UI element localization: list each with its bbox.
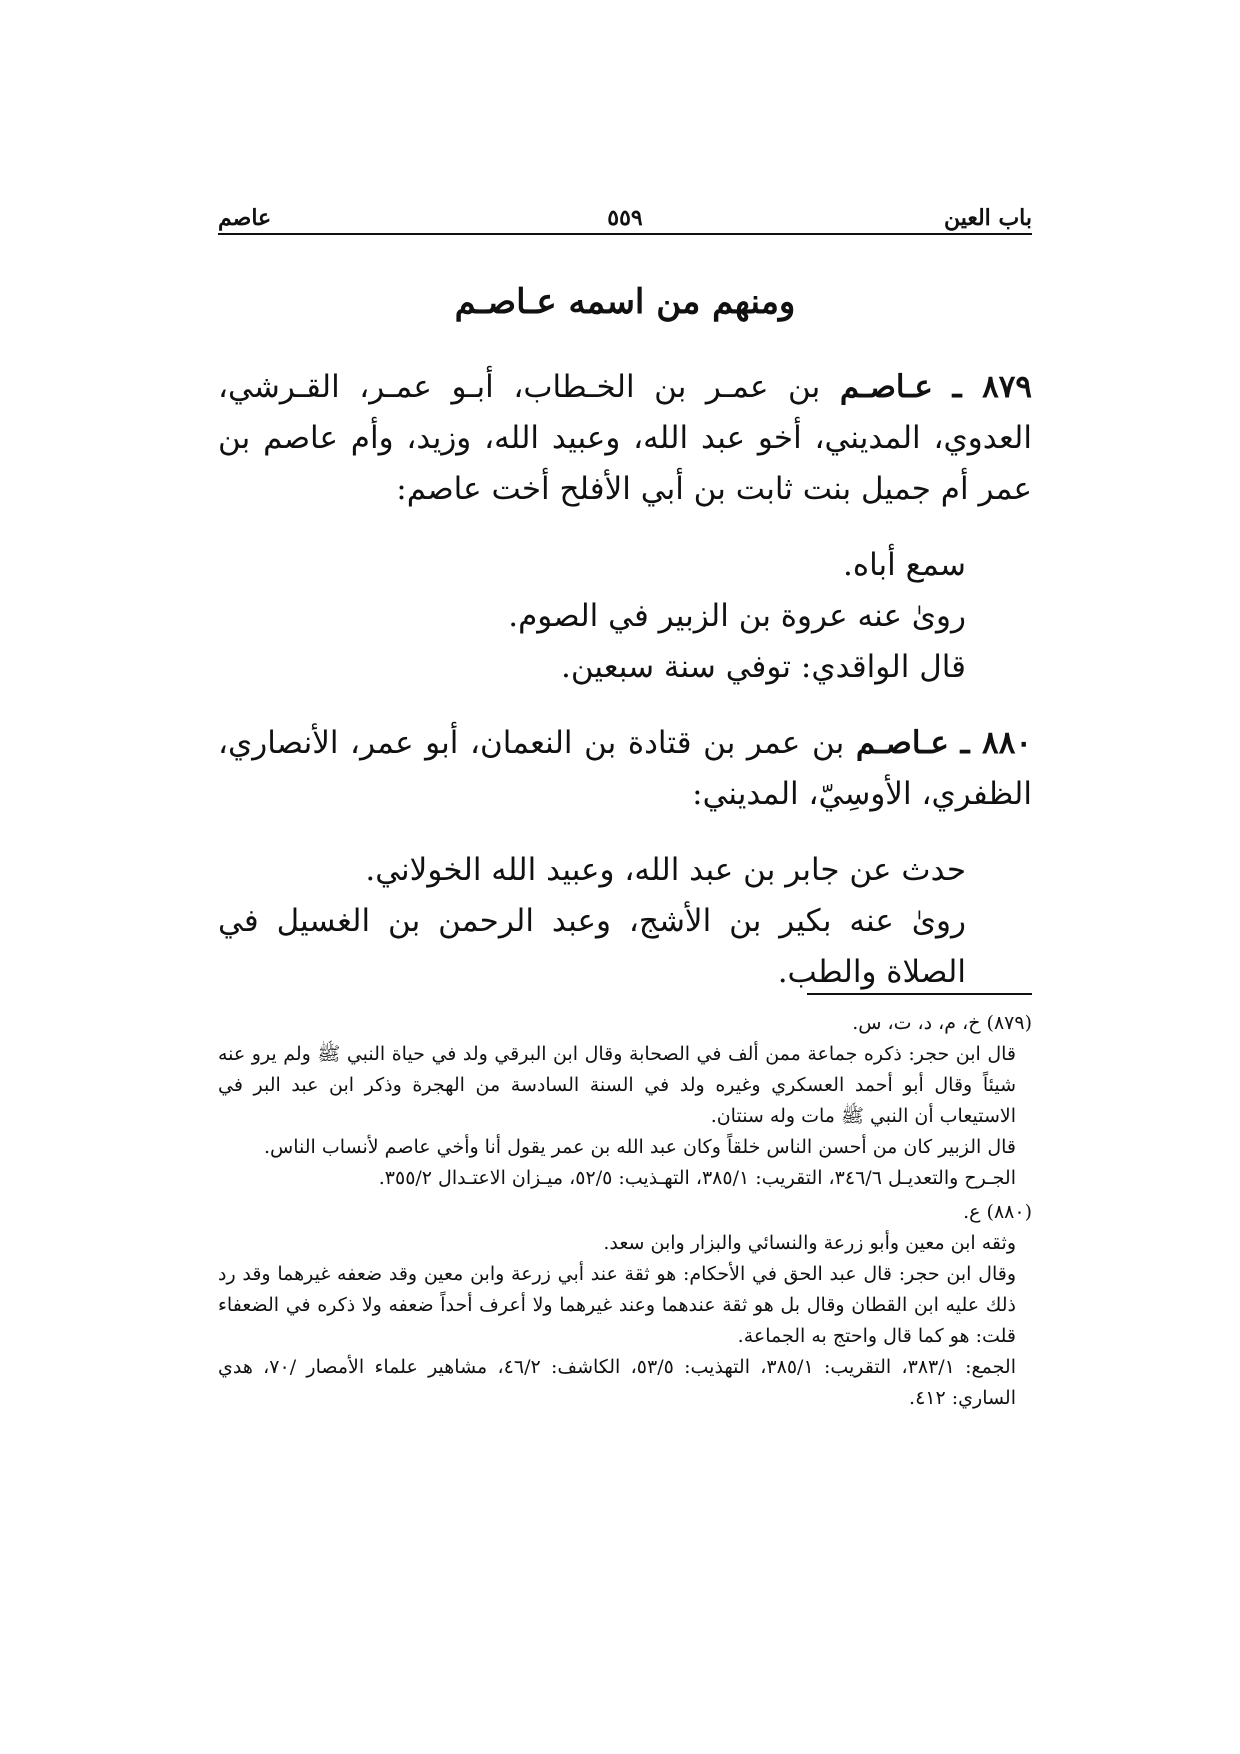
footnote-label: (٨٨٠) ع.	[963, 1201, 1032, 1223]
running-head-section: باب العين	[943, 205, 1032, 231]
footnote-line: الجـرح والتعديـل ٣٤٦/٦، التقريب: ٣٨٥/١، التهـذيب: ٥٢/٥، ميـزان الاعتـدال ٣٥٥/٢.	[378, 1167, 1016, 1189]
entry-name: عـاصـم	[855, 725, 949, 761]
entry-line: حدث عن جابر بن عبد الله، وعبيد الله الخولاني.	[365, 852, 966, 888]
section-title: ومنهم من اسمه عـاصـم	[454, 282, 796, 322]
entry-line: سمع أباه.	[842, 547, 966, 583]
entry-intro: بن عمـر بن الخـطاب، أبـو عمـر، القـرشي، العدوي، المديني، أخو عبد الله، وعبيد الله، وزيد، وأم عاصم بن عمر أم جميل بنت ثابت بن أبي الأفلح أخت عاصم:	[218, 369, 1032, 507]
entry-880-heading	[218, 718, 1032, 820]
entry-number: ٨٨٠ ـ	[960, 725, 1032, 761]
entry-line: روىٰ عنه بكير بن الأشج، وعبد الرحمن بن الغسيل في الصلاة والطب.	[218, 903, 966, 990]
footnote-line: وقال ابن حجر: قال عبد الحق في الأحكام: هو ثقة عند أبي زرعة وابن معين وقد ضعفه غيرهما وقد رد ذلك عليه ابن القطان وقال بل هو ثقة عندهما وعند غيرهما ولا أعرف أحداً ضعفه ولا ذكره في الضعفاء قلت: هو كما قال واحتج به الجماعة.	[218, 1263, 1016, 1347]
footnote-line: قال الزبير كان من أحسن الناس خلقاً وكان عبد الله بن عمر يقول أنا وأخي عاصم لأنساب الناس.	[264, 1136, 1016, 1158]
footnote-rule	[807, 993, 1032, 995]
page-number: ٥٥٩	[607, 205, 643, 231]
entry-line: قال الواقدي: توفي سنة سبعين.	[560, 649, 966, 685]
main-text	[218, 362, 1032, 998]
header-rule	[218, 233, 1032, 235]
entry-intro: بن عمر بن قتادة بن النعمان، أبو عمر، الأنصاري، الظفري، الأوسِيّ، المديني:	[218, 725, 1032, 812]
footnotes	[218, 1008, 1032, 1414]
footnote-line: وثقه ابن معين وأبو زرعة والنسائي والبزار وابن سعد.	[603, 1232, 1016, 1254]
running-head-entry: عاصم	[218, 205, 272, 231]
entry-name: عـاصـم	[839, 369, 933, 405]
entry-number: ٨٧٩ ـ	[952, 369, 1033, 405]
entry-line: روىٰ عنه عروة بن الزبير في الصوم.	[508, 598, 966, 634]
entry-879-heading	[218, 362, 1032, 515]
footnote-line: الجمع: ٣٨٣/١، التقريب: ٣٨٥/١، التهذيب: ٥٣/٥، الكاشف: ٤٦/٢، مشاهير علماء الأمصار /٧٠، هدي الساري: ٤١٢.	[218, 1356, 1016, 1409]
running-head	[218, 205, 1032, 245]
footnote-label: (٨٧٩) خ، م، د، ت، س.	[852, 1012, 1032, 1034]
footnote-line: قال ابن حجر: ذكره جماعة ممن ألف في الصحابة وقال ابن البرقي ولد في حياة النبي ﷺ ولم يرو عنه شيئاً وقال أبو أحمد العسكري وغيره ولد في السنة السادسة من الهجرة وذكر ابن عبد البر في الاستيعاب أن النبي ﷺ مات وله سنتان.	[218, 1043, 1016, 1127]
